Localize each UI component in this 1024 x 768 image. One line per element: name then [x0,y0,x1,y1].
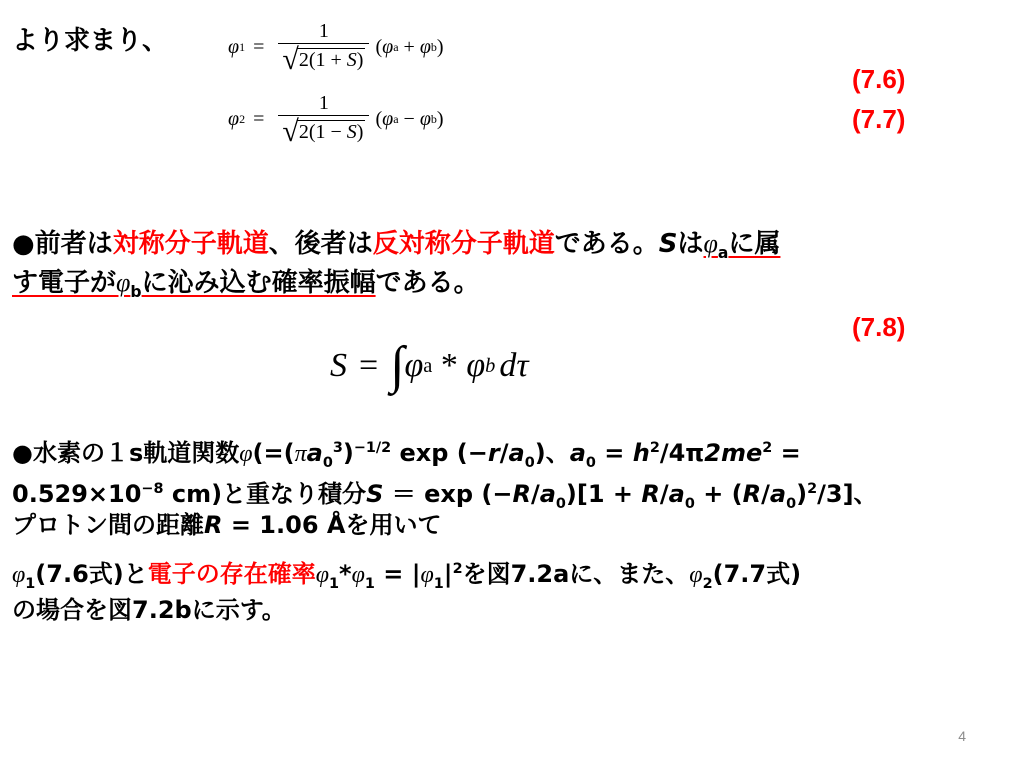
para1-underline1 [703,229,781,263]
para2-l1-2: 2 [649,440,660,456]
para2-line5: の場合を図7.2bに示す。 [12,596,286,624]
equation-7-8 [330,337,529,394]
equation-7-6 [228,20,444,74]
para1-red1: 対称分子軌道 [112,229,269,259]
para1-phi-a: φ [703,229,718,258]
para1-underline2 [12,268,376,302]
para2-l2-h: / [761,480,770,508]
eq78-number: (7.8) [852,312,906,342]
eq76-sub-a: a [393,39,399,54]
para2-l2-0c: 0 [786,495,797,512]
para1-ul2-text: す電子が [12,268,117,298]
integral-icon: ∫ [390,337,405,394]
para2-l1-3: 3 [332,440,343,456]
eq77-op: − [398,107,420,130]
para1-text1: 前者は [34,229,113,259]
eq76-den-text: 2(1 + [298,49,347,71]
para1-sub-a: a [717,244,729,263]
eq77-den-var: S [346,121,357,143]
eq76-sub-b: b [430,39,437,54]
para2-l1-slash: / [499,439,509,467]
eq78-sub-a: a [423,354,433,377]
para2-l1-g: /4π [659,439,705,467]
bullet-icon: ● [12,439,33,467]
para2-l2-sup2: 2 [807,481,818,497]
para2-l1-exp: −1/2 [353,440,392,456]
para2-l2-e: )[1 + [565,480,642,508]
para2-l1-d: exp (− [391,439,488,467]
para1-red2: 反対称分子軌道 [372,229,555,259]
page-number: 4 [958,728,966,744]
eq78-tau: τ [516,347,529,384]
para2-l4-d: | [443,560,453,588]
para2-l4-e: を図7.2aに、また、 [462,560,690,588]
eq77-den-text: 2(1 − [298,121,347,143]
eq78-phi-a: φ [404,347,424,384]
eq77-paren-close: ) [436,107,444,130]
para2-l4-1d: 1 [433,575,444,592]
para2-l1-a: 水素の１s軌道関数 [32,439,240,467]
eq78-s: S [330,347,347,384]
sqrt-icon: √ [282,43,299,76]
eq76-den-var: S [346,49,357,71]
para2-l4-phi2: φ [315,562,330,588]
eq76-op: + [398,35,420,58]
para2-l1-c: ) [342,439,354,467]
para2-l2-j: /3]、 [817,480,878,508]
para2-l3-r: R [204,511,223,539]
para1-ul1-text: に属 [728,229,781,259]
para2-l4-2: 2 [702,575,713,592]
para2-l4-sup2: 2 [452,561,463,577]
para2-l4-red: 電子の存在確率 [147,560,316,588]
para1-phi-b: φ [116,268,131,297]
para2-l2-0: 0 [555,495,566,512]
para2-l2-a0: a [539,480,556,508]
para1-text2: 、後者は [268,229,373,259]
para2-l4-a: (7.6式)と [35,560,148,588]
para2-l1-phi: φ [239,441,253,467]
eq77-lhs: φ [228,107,240,130]
para2-l4-phi1: φ [12,562,26,588]
para1-ul2-rest: に沁み込む確率振幅 [141,268,376,298]
para1-s-var: S [658,229,678,259]
para1-line2 [12,266,480,309]
intro-text: より求まり、 [12,26,169,56]
eq76-lhs-sub: 1 [239,39,246,54]
eq76-paren-open: ( [375,35,383,58]
para2-l2-i: ) [796,480,808,508]
para2-l2-a0c: a [769,480,787,508]
para2-l1-b: (=( [252,439,295,467]
eq78-phi-b: φ [466,347,486,384]
para2-l4-b: * [339,560,352,588]
para2-l2-d: / [530,480,540,508]
para2-l1-f: = [595,439,633,467]
para2-l1-r: r [487,439,500,467]
eq77-phi-b: φ [419,107,431,130]
eq76-phi-a: φ [382,35,394,58]
eq77-number: (7.7) [852,104,906,134]
para2-l1-pi: π [294,441,307,467]
eq76-number: (7.6) [852,64,906,94]
para2-l4-1: 1 [25,575,36,592]
para2-l2-f: / [659,480,669,508]
sqrt-icon: √ [282,115,299,148]
para2-l2-a0b: a [668,480,685,508]
eq78-star: * [432,347,467,384]
para2-l2-r3: R [742,480,762,508]
eq76-denominator [278,43,369,74]
para1-text4: は [677,229,704,259]
eq77-sub-a: a [393,111,399,126]
para2-l4-phi5: φ [689,562,703,588]
para2-l2-r: R [512,480,531,508]
eq78-d: d [499,347,517,384]
eq78-equals: = [359,347,379,384]
eq77-equals: = [253,107,265,130]
para2-l1-a0: a [306,439,323,467]
equation-7-7 [228,92,444,146]
eq77-fraction [278,92,369,146]
eq77-den-close: ) [356,121,364,143]
eq76-paren-close: ) [436,35,444,58]
para2-l4-phi4: φ [420,562,434,588]
eq77-denominator [278,115,369,146]
eq77-paren-open: ( [375,107,383,130]
para2-l4-phi3: φ [351,562,365,588]
para2-l1-0c: 0 [585,454,596,471]
para1-text5: である。 [375,268,480,298]
eq76-equals: = [253,35,265,58]
para2-l4-c: = | [374,560,421,588]
para2-l1-a0b: a [508,439,525,467]
eq77-numerator: 1 [318,92,329,114]
eq76-fraction [278,20,369,74]
para2-l1-a0c: a [569,439,586,467]
para2-l1-e: )、 [534,439,570,467]
para2-line3 [12,508,441,542]
para2-l4-f: (7.7式) [712,560,802,588]
para1-sub-b: b [130,283,142,302]
para2-l4-1c: 1 [364,575,375,592]
para2-l2-b: cm)と重なり積分 [163,480,367,508]
para2-l2-g: + ( [694,480,743,508]
eq77-sub-b: b [430,111,437,126]
eq76-lhs: φ [228,35,240,58]
eq78-sub-b: b [485,354,496,377]
eq76-phi-b: φ [419,35,431,58]
para2-l1-2me: 2me [704,439,763,467]
para2-l2-0b: 0 [684,495,695,512]
para2-l3-b: = 1.06 Åを用いて [222,511,442,539]
para2-l1-2b: 2 [762,440,773,456]
eq77-phi-a: φ [382,107,394,130]
para2-l4-1b: 1 [329,575,340,592]
para2-l2-r2: R [641,480,660,508]
para2-l2-c: ＝ exp (− [383,480,513,508]
para2-l1-h: h [632,439,650,467]
para2-l1-0b: 0 [524,454,535,471]
para1-text3: である。 [554,229,659,259]
para2-l2-exp: −8 [141,481,164,497]
eq76-den-close: ) [356,49,364,71]
para1-line1 [12,227,780,270]
bullet-icon: ● [12,229,35,259]
para2-l2-a: 0.529×10 [12,480,142,508]
eq76-numerator: 1 [318,20,329,42]
para2-l1-h2: = [772,439,801,467]
eq77-lhs-sub: 2 [239,111,246,126]
para2-l2-s: S [366,480,384,508]
para2-l3-a: プロトン間の距離 [12,511,204,539]
para2-l1-0: 0 [322,454,333,471]
